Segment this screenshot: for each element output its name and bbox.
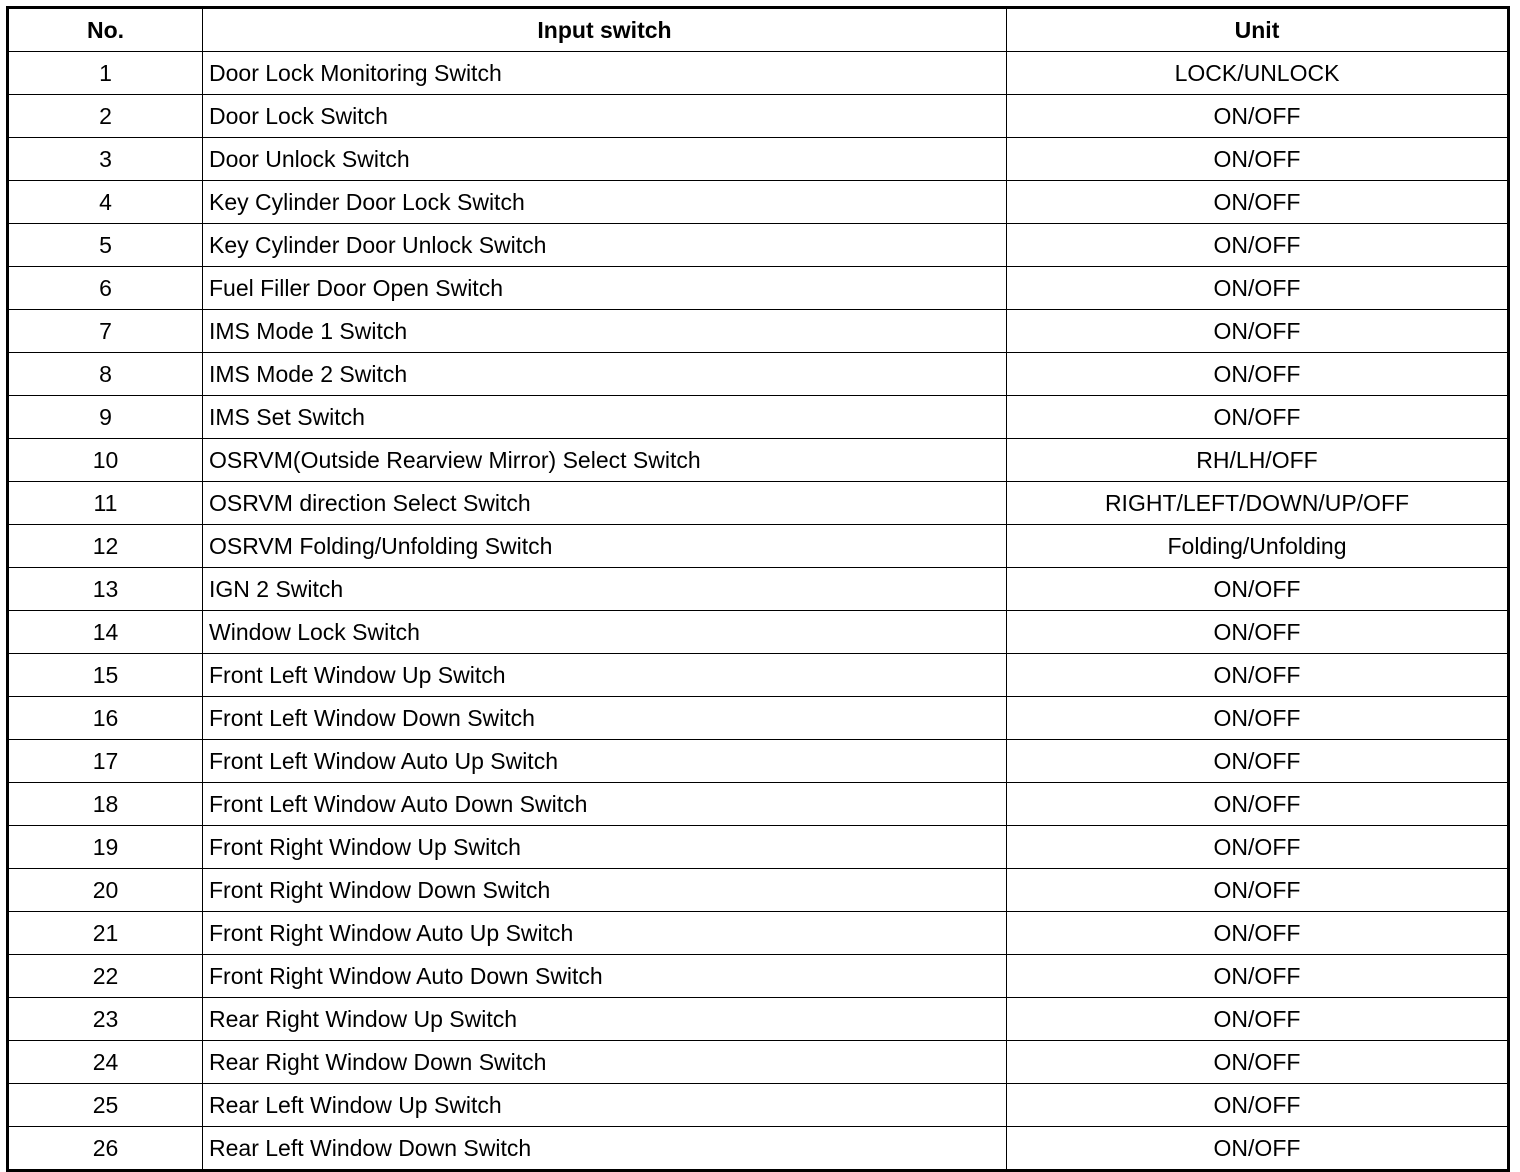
- cell-no: 21: [8, 912, 203, 955]
- cell-unit: LOCK/UNLOCK: [1007, 52, 1509, 95]
- cell-no: 15: [8, 654, 203, 697]
- table-row: [8, 52, 1509, 95]
- table-row: [8, 439, 1509, 482]
- cell-unit: ON/OFF: [1007, 697, 1509, 740]
- cell-input-switch: Window Lock Switch: [203, 611, 1007, 654]
- cell-input-switch: Front Left Window Down Switch: [203, 697, 1007, 740]
- cell-input-switch: OSRVM(Outside Rearview Mirror) Select Switch: [203, 439, 1007, 482]
- table-header: [8, 8, 1509, 52]
- header-input-switch: Input switch: [203, 8, 1007, 52]
- cell-input-switch: Front Left Window Auto Up Switch: [203, 740, 1007, 783]
- cell-no: 12: [8, 525, 203, 568]
- table-row: [8, 224, 1509, 267]
- cell-input-switch: Front Right Window Down Switch: [203, 869, 1007, 912]
- cell-unit: ON/OFF: [1007, 181, 1509, 224]
- cell-no: 18: [8, 783, 203, 826]
- cell-unit: ON/OFF: [1007, 955, 1509, 998]
- cell-unit: ON/OFF: [1007, 611, 1509, 654]
- table-row: [8, 568, 1509, 611]
- table-row: [8, 353, 1509, 396]
- cell-input-switch: Key Cylinder Door Unlock Switch: [203, 224, 1007, 267]
- table-row: [8, 783, 1509, 826]
- input-switch-table: [6, 6, 1510, 1172]
- cell-no: 2: [8, 95, 203, 138]
- table-row: [8, 138, 1509, 181]
- table-row: [8, 955, 1509, 998]
- cell-unit: ON/OFF: [1007, 267, 1509, 310]
- cell-unit: ON/OFF: [1007, 568, 1509, 611]
- cell-unit: ON/OFF: [1007, 869, 1509, 912]
- table-row: [8, 95, 1509, 138]
- cell-unit: ON/OFF: [1007, 396, 1509, 439]
- cell-no: 6: [8, 267, 203, 310]
- table-row: [8, 654, 1509, 697]
- cell-unit: ON/OFF: [1007, 310, 1509, 353]
- cell-unit: ON/OFF: [1007, 1041, 1509, 1084]
- cell-input-switch: Key Cylinder Door Lock Switch: [203, 181, 1007, 224]
- table-row: [8, 482, 1509, 525]
- table-row: [8, 998, 1509, 1041]
- cell-no: 25: [8, 1084, 203, 1127]
- cell-unit: ON/OFF: [1007, 1084, 1509, 1127]
- cell-unit: ON/OFF: [1007, 912, 1509, 955]
- cell-no: 13: [8, 568, 203, 611]
- cell-no: 10: [8, 439, 203, 482]
- cell-no: 7: [8, 310, 203, 353]
- cell-input-switch: Front Right Window Auto Down Switch: [203, 955, 1007, 998]
- cell-unit: ON/OFF: [1007, 1127, 1509, 1171]
- cell-input-switch: OSRVM Folding/Unfolding Switch: [203, 525, 1007, 568]
- cell-input-switch: IMS Set Switch: [203, 396, 1007, 439]
- cell-unit: ON/OFF: [1007, 654, 1509, 697]
- table-row: [8, 1127, 1509, 1171]
- cell-no: 17: [8, 740, 203, 783]
- cell-unit: ON/OFF: [1007, 95, 1509, 138]
- header-no: No.: [8, 8, 203, 52]
- cell-no: 9: [8, 396, 203, 439]
- table-row: [8, 1084, 1509, 1127]
- cell-input-switch: IMS Mode 1 Switch: [203, 310, 1007, 353]
- table-row: [8, 611, 1509, 654]
- cell-no: 14: [8, 611, 203, 654]
- cell-no: 19: [8, 826, 203, 869]
- table-row: [8, 525, 1509, 568]
- cell-unit: ON/OFF: [1007, 138, 1509, 181]
- cell-no: 5: [8, 224, 203, 267]
- cell-unit: Folding/Unfolding: [1007, 525, 1509, 568]
- table-row: [8, 181, 1509, 224]
- cell-input-switch: Rear Left Window Up Switch: [203, 1084, 1007, 1127]
- cell-unit: ON/OFF: [1007, 783, 1509, 826]
- cell-unit: RIGHT/LEFT/DOWN/UP/OFF: [1007, 482, 1509, 525]
- table-row: [8, 396, 1509, 439]
- table-row: [8, 267, 1509, 310]
- cell-input-switch: Front Right Window Up Switch: [203, 826, 1007, 869]
- cell-unit: ON/OFF: [1007, 224, 1509, 267]
- table-row: [8, 697, 1509, 740]
- cell-input-switch: Front Left Window Auto Down Switch: [203, 783, 1007, 826]
- cell-input-switch: Rear Left Window Down Switch: [203, 1127, 1007, 1171]
- cell-unit: ON/OFF: [1007, 740, 1509, 783]
- cell-input-switch: IGN 2 Switch: [203, 568, 1007, 611]
- table-body: [8, 52, 1509, 1171]
- cell-unit: ON/OFF: [1007, 998, 1509, 1041]
- cell-input-switch: Door Unlock Switch: [203, 138, 1007, 181]
- table-row: [8, 310, 1509, 353]
- cell-unit: ON/OFF: [1007, 826, 1509, 869]
- cell-no: 4: [8, 181, 203, 224]
- cell-input-switch: Front Left Window Up Switch: [203, 654, 1007, 697]
- header-unit: Unit: [1007, 8, 1509, 52]
- table-row: [8, 912, 1509, 955]
- cell-no: 3: [8, 138, 203, 181]
- cell-input-switch: Rear Right Window Down Switch: [203, 1041, 1007, 1084]
- cell-input-switch: Door Lock Monitoring Switch: [203, 52, 1007, 95]
- cell-no: 11: [8, 482, 203, 525]
- cell-unit: ON/OFF: [1007, 353, 1509, 396]
- cell-input-switch: IMS Mode 2 Switch: [203, 353, 1007, 396]
- cell-input-switch: Door Lock Switch: [203, 95, 1007, 138]
- cell-no: 22: [8, 955, 203, 998]
- cell-no: 16: [8, 697, 203, 740]
- cell-no: 26: [8, 1127, 203, 1171]
- cell-input-switch: OSRVM direction Select Switch: [203, 482, 1007, 525]
- table-row: [8, 826, 1509, 869]
- table-row: [8, 740, 1509, 783]
- table-row: [8, 1041, 1509, 1084]
- cell-no: 24: [8, 1041, 203, 1084]
- cell-unit: RH/LH/OFF: [1007, 439, 1509, 482]
- cell-no: 8: [8, 353, 203, 396]
- table-row: [8, 869, 1509, 912]
- cell-no: 1: [8, 52, 203, 95]
- cell-input-switch: Front Right Window Auto Up Switch: [203, 912, 1007, 955]
- cell-no: 20: [8, 869, 203, 912]
- header-row: [8, 8, 1509, 52]
- cell-input-switch: Rear Right Window Up Switch: [203, 998, 1007, 1041]
- cell-no: 23: [8, 998, 203, 1041]
- cell-input-switch: Fuel Filler Door Open Switch: [203, 267, 1007, 310]
